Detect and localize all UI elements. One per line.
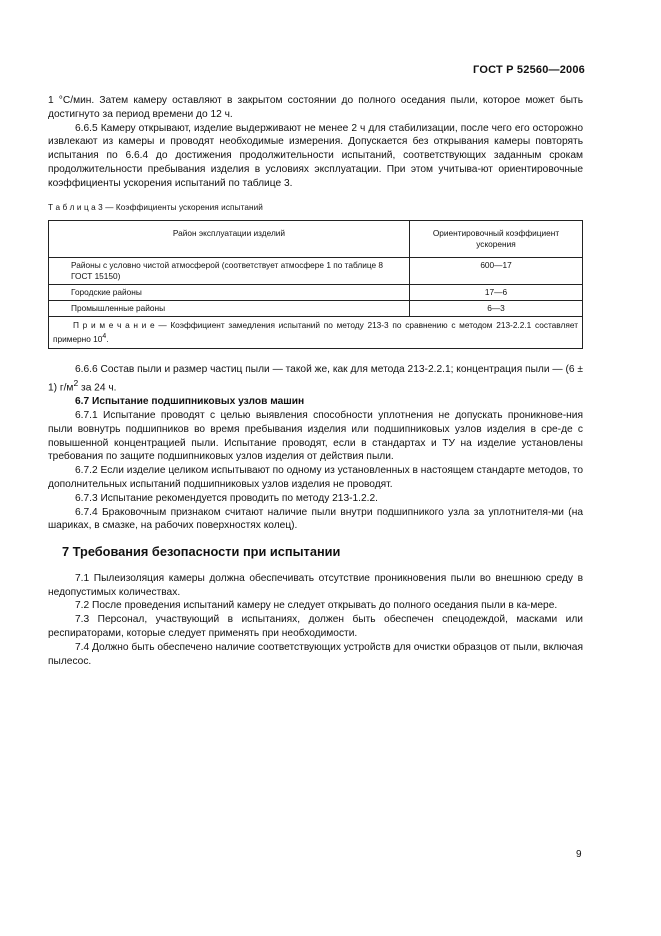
- paragraph-7-3: 7.3 Персонал, участвующий в испытаниях, должен быть обеспечен спецодеждой, масками или респираторами, которые следует применять при необходимости.: [48, 614, 583, 640]
- paragraph-6-6-6: [48, 363, 583, 395]
- table-cell-coef: 17—6: [410, 285, 583, 301]
- paragraph-6-7-1: 6.7.1 Испытание проводят с целью выявления способности уплотнения не допускать проникнове-ния пыли вовнутрь подшипников во время пребывания изделия или подшипниковых узлов изделия в сре-де с повышенной концентрацией пыли. Испытание проводят, если в стандартах и ТУ на изделие установлены требования по защите подшипниковых узлов изделия от действия пыли.: [48, 409, 583, 463]
- table-note-text: П р и м е ч а н и е — Коэффициент замедления испытаний по методу 213-3 по сравнению с методом 213-2.2.1 составляет примерно 10: [53, 320, 578, 345]
- table-note-exponent: 4: [102, 333, 107, 341]
- table-row: [49, 258, 583, 285]
- table-note-end: .: [106, 334, 109, 345]
- subsection-title-6-7: 6.7 Испытание подшипниковых узлов машин: [75, 396, 305, 408]
- paragraph-6-6-5: 6.6.5 Камеру открывают, изделие выдерживают не менее 2 ч для стабилизации, после чего его осторожно извлекают из камеры и проводят необходимые измерения. Допускается без открывания камеры повторять испытания по 6.6.4 до достижения продолжительности испытаний, соответствующих заданным срокам продолжительности пребывания изделия в условиях эксплуатации. При этом учитыва-ют ориентировочные коэффициенты ускорения испытаний по таблице 3.: [48, 122, 583, 189]
- table-header-row: [49, 221, 583, 258]
- paragraph-6-6-6-sup: 2: [73, 377, 79, 388]
- acceleration-table: [48, 220, 583, 349]
- table-cell-coef: 600—17: [410, 258, 583, 285]
- paragraph-continuation: 1 °С/мин. Затем камеру оставляют в закрытом состоянии до полного оседания пыли, которое может быть достигнуто за период времени до 12 ч.: [48, 95, 583, 120]
- paragraph-7-1: 7.1 Пылеизоляция камеры должна обеспечивать отсутствие проникновения пыли во внешнюю среду в недопустимых количествах.: [48, 572, 583, 598]
- table-cell-region: Промышленные районы: [49, 301, 410, 317]
- table-cell-region: Городские районы: [49, 285, 410, 301]
- standard-header: ГОСТ Р 52560—2006: [473, 64, 585, 76]
- table-row: [49, 285, 583, 301]
- section-title-7: 7 Требования безопасности при испытании: [62, 544, 341, 560]
- paragraph-7-2: 7.2 После проведения испытаний камеру не следует открывать до полного оседания пыли в ка-мере.: [75, 600, 558, 612]
- table-row: [49, 301, 583, 317]
- paragraph-6-6-6-end: за 24 ч.: [78, 382, 117, 394]
- page-number: 9: [576, 849, 582, 860]
- paragraph-6-6-6-text: 6.6.6 Состав пыли и размер частиц пыли — такой же, как для метода 213-2.2.1; концентрация пыли — (6 ± 1) г/м: [48, 364, 583, 394]
- paragraph-7-4: 7.4 Должно быть обеспечено наличие соответствующих устройств для очистки образцов от пыли, включая пылесос.: [48, 641, 583, 667]
- paragraph-6-7-3: 6.7.3 Испытание рекомендуется проводить по методу 213-1.2.2.: [75, 492, 378, 504]
- paragraph-6-7-4: 6.7.4 Браковочным признаком считают наличие пыли внутри подшипникого узла за уплотнителя-ми (на шариках, в смазке, на рабочих поверхностях колец).: [48, 506, 583, 532]
- table-col-header: Ориентировочный коэффициент ускорения: [410, 221, 583, 258]
- table-cell-coef: 6—3: [410, 301, 583, 317]
- paragraph-6-7-2: 6.7.2 Если изделие целиком испытывают по одному из установленных в настоящем стандарте методов, то дополнительных испытаний подшипниковых узлов изделия не проводят.: [48, 465, 583, 490]
- table-note-row: [49, 317, 583, 349]
- body-text: [48, 94, 583, 668]
- table-caption: Т а б л и ц а 3 — Коэффициенты ускорения испытаний: [48, 202, 263, 212]
- table-note: [49, 317, 583, 349]
- table-cell-region: Районы с условно чистой атмосферой (соответствует атмосфере 1 по таблице 8 ГОСТ 15150): [49, 258, 410, 285]
- table-col-header: Район эксплуатации изделий: [49, 221, 410, 258]
